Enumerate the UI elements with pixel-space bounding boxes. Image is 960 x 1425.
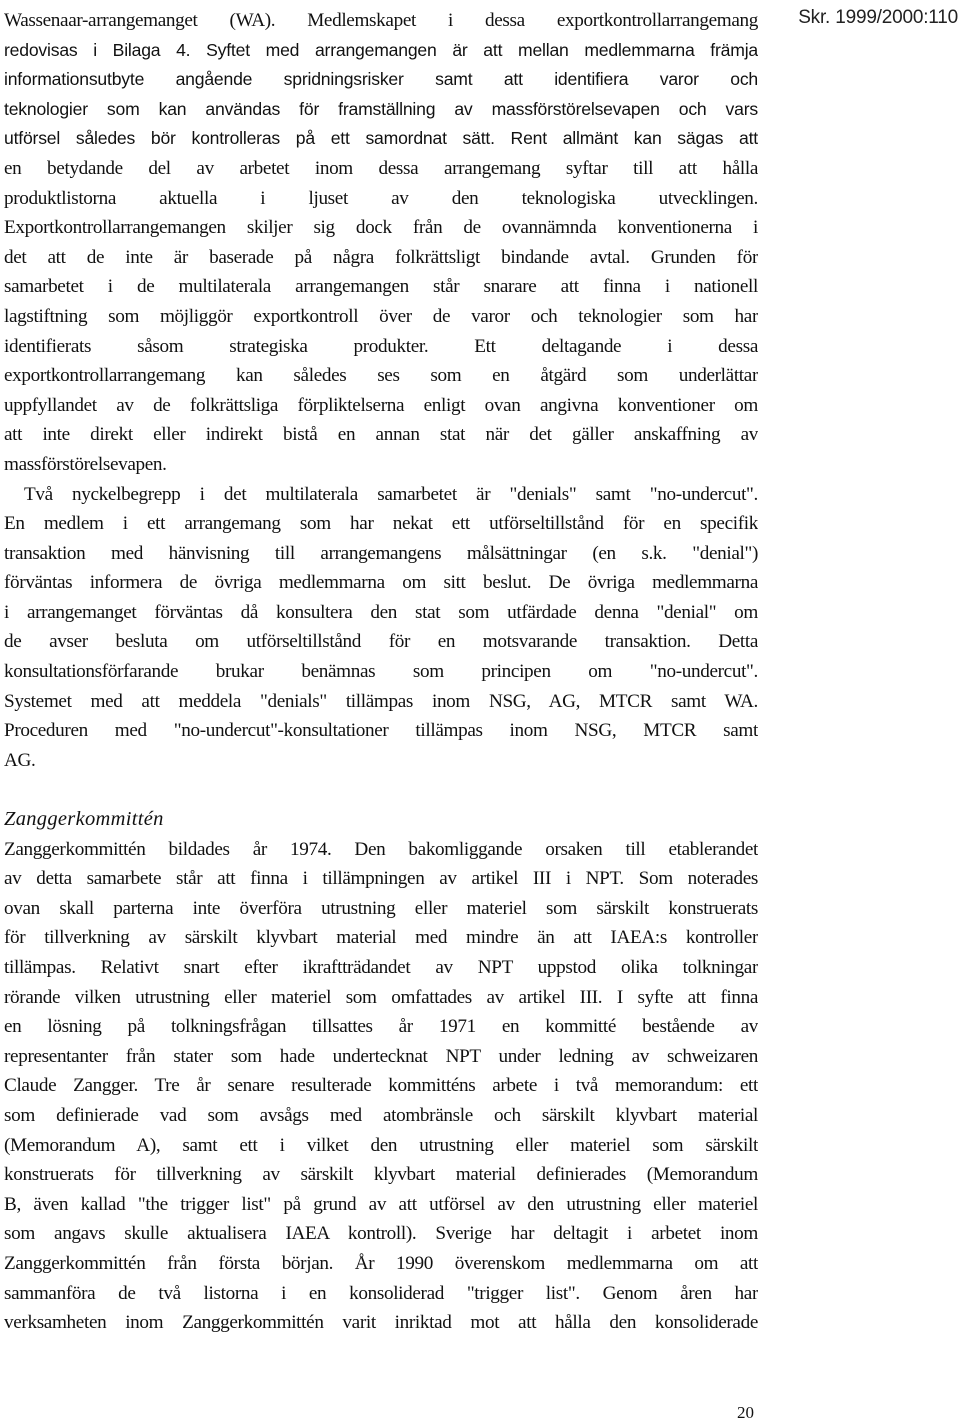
text-line: ovan skall parterna inte överföra utrustning eller materiel som särskilt konstruerats — [4, 897, 758, 919]
text-line: Zanggerkommittén bildades år 1974. Den bakomliggande orsaken till etablerandet — [4, 838, 758, 860]
text-line: uppfyllandet av de folkrättsliga förpliktelserna enligt ovan angivna konventioner om — [4, 394, 758, 416]
text-line: det att de inte är baserade på några folkrättsligt bindande avtal. Grunden för — [4, 246, 758, 268]
text-line: Wassenaar-arrangemanget (WA). Medlemskapet i dessa exportkontrollarrangemang — [4, 10, 758, 31]
text-line: av detta samarbete står att finna i tillämpningen av artikel III i NPT. Som noterades — [4, 868, 758, 890]
paragraph-denials-no-undercut — [4, 480, 758, 776]
text-line: (Memorandum A), samt ett i vilket den utrustning eller materiel som särskilt — [4, 1134, 758, 1156]
text-line: teknologier som kan användas för framställning av massförstörelsevapen och vars — [4, 98, 758, 119]
text-line: samarbetet i de multilaterala arrangemangen står snarare att finna i nationell — [4, 276, 758, 298]
text-line: konsultationsförfarande brukar benämnas som principen om "no-undercut". — [4, 661, 758, 683]
section-zangger — [4, 805, 758, 1338]
document-reference: Skr. 1999/2000:110 — [798, 7, 958, 28]
text-line: Systemet med att meddela "denials" tillämpas inom NSG, AG, MTCR samt WA. — [4, 690, 758, 712]
text-line: Två nyckelbegrepp i det multilaterala samarbetet är "denials" samt "no-undercut". — [24, 483, 758, 505]
text-line: redovisas i Bilaga 4. Syftet med arrangemangen är att mellan medlemmarna främja — [4, 39, 758, 60]
text-line: tillämpas. Relativt snart efter ikraftträdandet av NPT uppstod olika tolkningar — [4, 957, 758, 978]
text-line: som definierade vad som avsågs med atombränsle och särskilt klyvbart material — [4, 1104, 758, 1126]
text-line: att inte direkt eller indirekt bistå en annan stat när det gäller anskaffning av — [4, 424, 758, 446]
text-line: massförstörelsevapen. — [4, 453, 167, 475]
text-line: i arrangemanget förväntas då konsultera den stat som utfärdade denna "denial" om — [4, 601, 758, 623]
section-heading: Zanggerkommittén — [4, 808, 164, 831]
text-line: lagstiftning som möjliggör exportkontroll över de varor och teknologier som har — [4, 305, 758, 327]
text-line: En medlem i ett arrangemang som har nekat ett utförseltillstånd för en specifik — [4, 513, 758, 535]
text-line: de avser besluta om utförseltillstånd för en motsvarande transaktion. Detta — [4, 631, 758, 653]
text-line: konstruerats för tillverkning av särskilt klyvbart material definierades (Memorandum — [4, 1164, 758, 1186]
text-line: för tillverkning av särskilt klyvbart material med mindre än att IAEA:s kontroller — [4, 927, 758, 949]
text-line: en betydande del av arbetet inom dessa arrangemang syftar till att hålla — [4, 157, 758, 179]
text-line: produktlistorna aktuella i ljuset av den teknologiska utvecklingen. — [4, 187, 758, 209]
text-line: exportkontrollarrangemang kan således ses som en åtgärd som underlättar — [4, 365, 758, 387]
paragraph-export-control-arrangements — [4, 6, 758, 480]
text-line: B, även kallad "the trigger list" på grund av att utförsel av den utrustning eller materiel — [4, 1193, 758, 1215]
text-line: som angavs skulle aktualisera IAEA kontroll). Sverige har deltagit i arbetet inom — [4, 1223, 758, 1245]
text-line: informationsutbyte angående spridningsrisker samt att identifiera varor och — [4, 69, 758, 90]
document-body — [4, 6, 758, 1338]
text-line: utförsel således bör kontrolleras på ett samordnat sätt. Rent allmänt kan sägas att — [4, 128, 758, 149]
text-line: Proceduren med "no-undercut"-konsultationer tillämpas inom NSG, MTCR samt — [4, 720, 758, 742]
text-line: en lösning på tolkningsfrågan tillsattes år 1971 en kommitté bestående av — [4, 1016, 758, 1038]
text-line: AG. — [4, 749, 36, 771]
text-line: rörande vilken utrustning eller materiel som omfattades av artikel III. I syfte att finna — [4, 986, 758, 1008]
text-line: representanter från stater som hade undertecknat NPT under ledning av schweizaren — [4, 1045, 758, 1067]
text-line: Zanggerkommittén från första början. År 1990 överenskom medlemmarna om att — [4, 1252, 758, 1274]
text-line: sammanföra de två listorna i en konsoliderad "trigger list". Genom åren har — [4, 1282, 758, 1304]
paragraph-spacer — [4, 775, 758, 805]
text-line: verksamheten inom Zanggerkommittén varit inriktad mot att hålla den konsoliderade — [4, 1312, 758, 1334]
text-line: Exportkontrollarrangemangen skiljer sig dock från de ovannämnda konventionerna i — [4, 217, 758, 239]
text-line: identifierats såsom strategiska produkter. Ett deltagande i dessa — [4, 335, 758, 357]
page-number: 20 — [737, 1403, 754, 1422]
text-line: förväntas informera de övriga medlemmarna om sitt beslut. De övriga medlemmarna — [4, 572, 758, 594]
text-line: Claude Zangger. Tre år senare resulterade kommitténs arbete i två memorandum: ett — [4, 1075, 758, 1097]
text-line: transaktion med hänvisning till arrangemangens målsättningar (en s.k. "denial") — [4, 542, 758, 564]
